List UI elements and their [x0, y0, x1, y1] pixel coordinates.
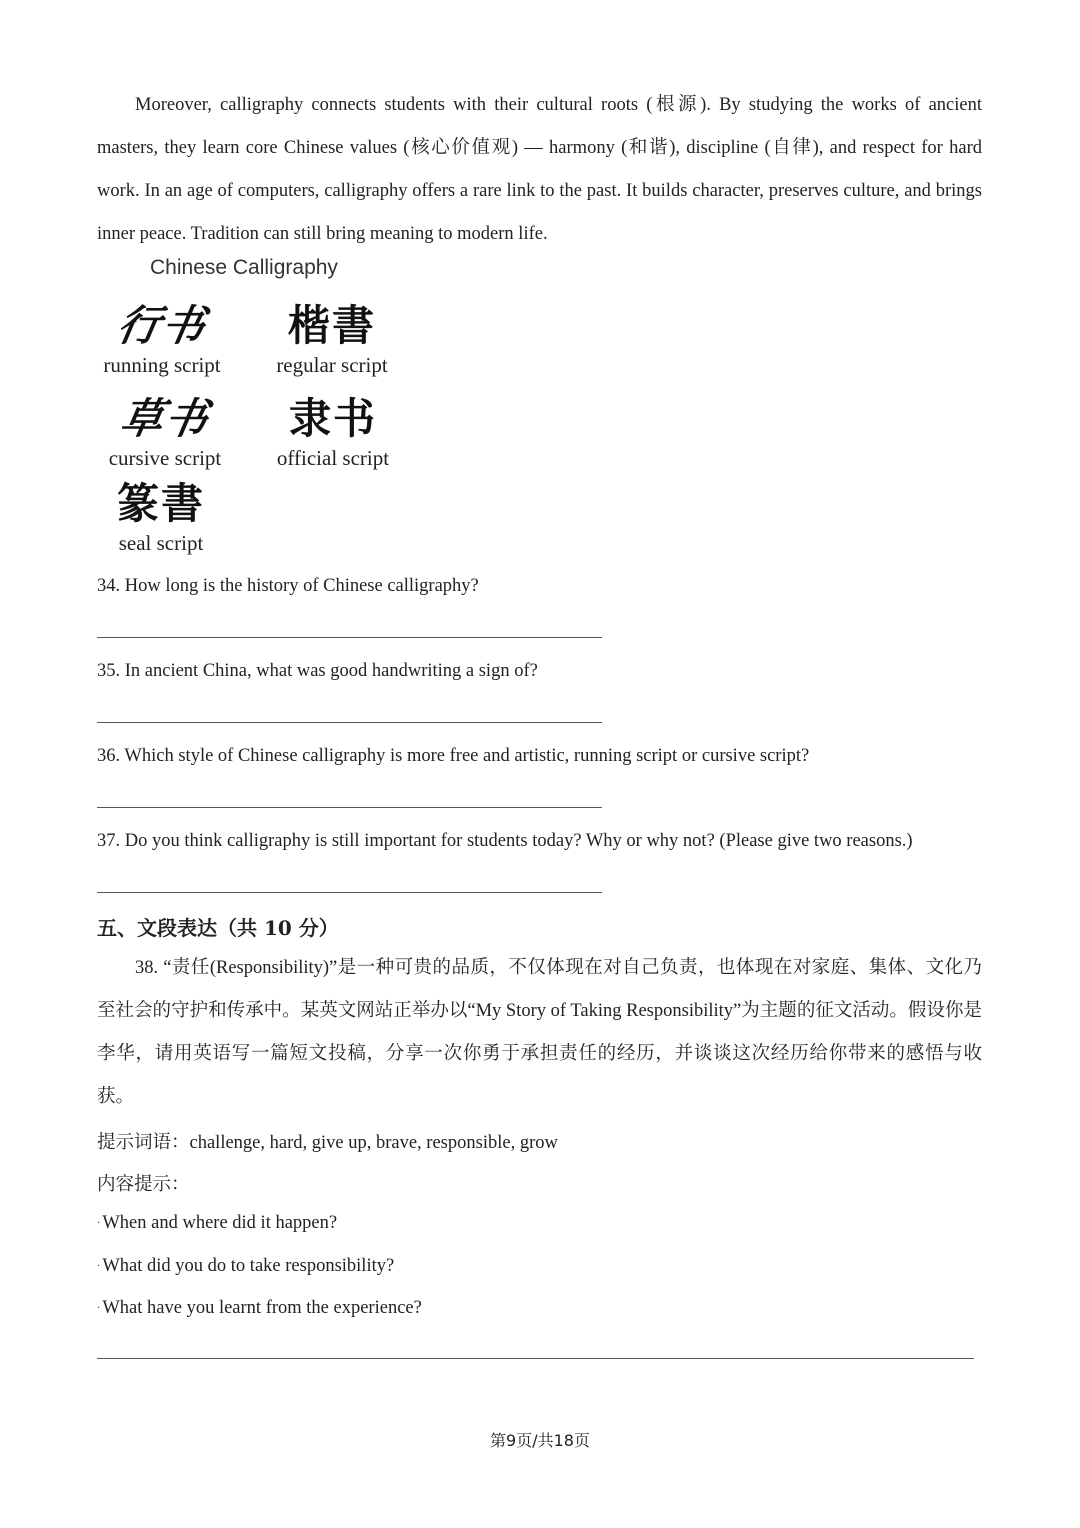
question-36: 36. Which style of Chinese calligraphy is more free and artistic, running script or cursive script? — [97, 746, 810, 766]
regular-script-sample — [257, 300, 407, 378]
question-34: 34. How long is the history of Chinese calligraphy? — [97, 576, 479, 596]
question-35: 35. In ancient China, what was good handwriting a sign of? — [97, 661, 538, 681]
official-script-glyphs: 隶书 — [288, 394, 377, 443]
bullet-item — [97, 1256, 394, 1277]
bullet-dot-icon: · — [97, 1218, 101, 1230]
seal-script-sample — [86, 478, 236, 556]
regular-script-label: regular script — [276, 353, 388, 377]
regular-script-glyphs: 楷書 — [287, 301, 376, 350]
running-script-glyphs: 行书 — [113, 301, 211, 350]
answer-line-34[interactable] — [97, 637, 602, 638]
seal-script-glyphs: 篆書 — [116, 479, 205, 528]
running-script-label: running script — [103, 353, 221, 377]
figure-title: Chinese Calligraphy — [150, 256, 338, 279]
bullet-text: What did you do to take responsibility? — [102, 1256, 395, 1276]
question-37: 37. Do you think calligraphy is still important for students today? Why or why not? (Please give two reasons.) — [97, 831, 913, 851]
bullet-item — [97, 1298, 422, 1319]
bullet-text: What have you learnt from the experience? — [102, 1298, 422, 1318]
official-script-sample — [258, 393, 408, 471]
hint-words: 提示词语：challenge, hard, give up, brave, responsible, grow — [97, 1133, 558, 1153]
bullet-dot-icon: · — [97, 1303, 101, 1315]
bullet-dot-icon: · — [97, 1261, 101, 1273]
section-heading: 五、文段表达（共 10 分） — [97, 916, 339, 940]
bullet-item — [97, 1213, 337, 1234]
answer-line-35[interactable] — [97, 722, 602, 723]
passage-paragraph: Moreover, calligraphy connects students with their cultural roots (根源). By studying the works of ancient masters, they learn core Chinese values (核心价值观) — harmony (和谐), discipline (自律), and respect for hard work. In an age of computers, calligraphy offers a rare link to the past. It builds character, preserves culture, and brings inner peace. Tradition can still bring meaning to modern life. — [97, 95, 982, 244]
answer-line-36[interactable] — [97, 807, 602, 808]
seal-script-label: seal script — [118, 531, 204, 555]
bullet-text: When and where did it happen? — [102, 1213, 338, 1233]
essay-writing-line[interactable] — [97, 1358, 974, 1359]
answer-line-37[interactable] — [97, 892, 602, 893]
running-script-sample — [87, 300, 237, 378]
writing-prompt: 38. “责任(Responsibility)”是一种可贵的品质，不仅体现在对自己负责，也体现在对家庭、集体、文化乃至社会的守护和传承中。某英文网站正举办以“My Story of Taking Responsibility”为主题的征文活动。假设你是李华，请用英语写一篇短文投稿，分享一次你勇于承担责任的经历，并谈谈这次经历给你带来的感悟与收获。 — [97, 958, 982, 1107]
cursive-script-sample — [90, 393, 240, 471]
cursive-script-label: cursive script — [108, 446, 222, 470]
page-number: 第9页/共18页 — [490, 1431, 590, 1450]
cursive-script-glyphs: 草书 — [116, 394, 214, 443]
official-script-label: official script — [276, 446, 390, 470]
content-hint-label: 内容提示： — [97, 1175, 190, 1195]
